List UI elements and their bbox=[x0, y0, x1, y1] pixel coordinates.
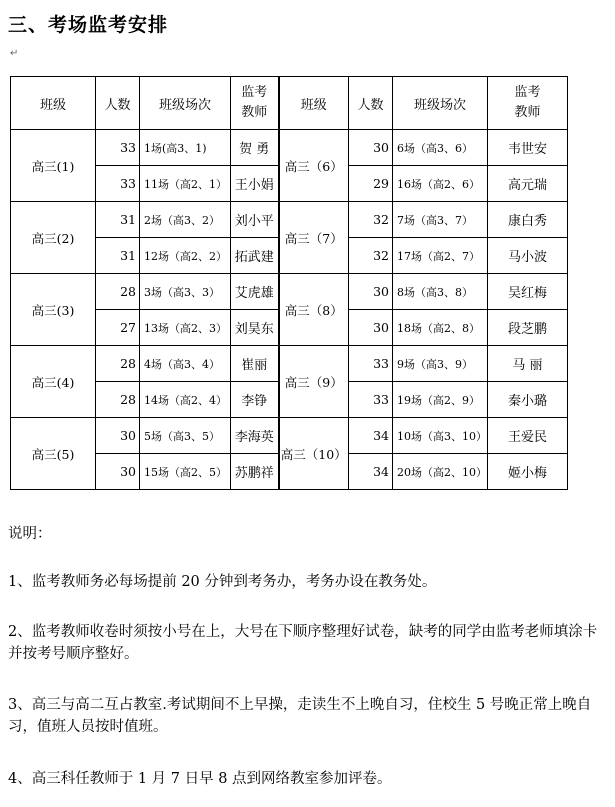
exam-room-cell: 2场（高3、2） bbox=[140, 202, 231, 238]
student-count-cell: 31 bbox=[96, 238, 140, 274]
proctor-cell: 吴红梅 bbox=[488, 274, 568, 310]
note-item: 3、高三与高二互占教室.考试期间不上早操，走读生不上晚自习，住校生 5 号晚正常上晚自习，值班人员按时值班。 bbox=[8, 697, 592, 735]
student-count-cell: 33 bbox=[349, 346, 393, 382]
proctor-cell: 秦小璐 bbox=[488, 382, 568, 418]
proctor-cell: 王爱民 bbox=[488, 418, 568, 454]
proctor-cell: 马小波 bbox=[488, 238, 568, 274]
student-count-cell: 34 bbox=[349, 454, 393, 490]
header-cell: 监考教师 bbox=[231, 77, 279, 130]
student-count-cell: 31 bbox=[96, 202, 140, 238]
paragraph-mark: ↵ bbox=[10, 48, 19, 59]
exam-room-cell: 16场（高2、6） bbox=[393, 166, 488, 202]
student-count-cell: 30 bbox=[349, 274, 393, 310]
student-count-cell: 30 bbox=[96, 454, 140, 490]
exam-room-cell: 17场（高2、7） bbox=[393, 238, 488, 274]
table-row bbox=[11, 346, 568, 382]
table-row bbox=[11, 418, 568, 454]
table-row bbox=[11, 202, 568, 238]
student-count-cell: 32 bbox=[349, 202, 393, 238]
exam-room-cell: 9场（高3、9） bbox=[393, 346, 488, 382]
proctor-cell: 康白秀 bbox=[488, 202, 568, 238]
student-count-cell: 30 bbox=[349, 310, 393, 346]
exam-room-cell: 6场（高3、6） bbox=[393, 130, 488, 166]
student-count-cell: 33 bbox=[349, 382, 393, 418]
header-cell: 班级 bbox=[279, 77, 349, 130]
proctor-cell: 刘昊东 bbox=[231, 310, 279, 346]
class-name-cell: 高三（9） bbox=[279, 346, 349, 418]
proctor-cell: 段芝鹏 bbox=[488, 310, 568, 346]
exam-schedule-table bbox=[10, 76, 568, 490]
student-count-cell: 28 bbox=[96, 346, 140, 382]
proctor-cell: 贺 勇 bbox=[231, 130, 279, 166]
proctor-cell: 李海英 bbox=[231, 418, 279, 454]
exam-room-cell: 18场（高2、8） bbox=[393, 310, 488, 346]
exam-room-cell: 10场（高3、10） bbox=[393, 418, 488, 454]
exam-room-cell: 7场（高3、7） bbox=[393, 202, 488, 238]
notes-title: 说明： bbox=[8, 526, 52, 542]
exam-room-cell: 14场（高2、4） bbox=[140, 382, 231, 418]
header-cell: 监考教师 bbox=[488, 77, 568, 130]
student-count-cell: 29 bbox=[349, 166, 393, 202]
header-cell: 班级 bbox=[11, 77, 96, 130]
class-name-cell: 高三(5) bbox=[11, 418, 96, 490]
student-count-cell: 32 bbox=[349, 238, 393, 274]
student-count-cell: 34 bbox=[349, 418, 393, 454]
class-name-cell: 高三(1) bbox=[11, 130, 96, 202]
exam-room-cell: 3场（高3、3） bbox=[140, 274, 231, 310]
class-name-cell: 高三(2) bbox=[11, 202, 96, 274]
table-row bbox=[11, 130, 568, 166]
class-name-cell: 高三（6） bbox=[279, 130, 349, 202]
proctor-cell: 李铮 bbox=[231, 382, 279, 418]
student-count-cell: 30 bbox=[349, 130, 393, 166]
proctor-cell: 刘小平 bbox=[231, 202, 279, 238]
exam-room-cell: 13场（高2、3） bbox=[140, 310, 231, 346]
note-item: 1、监考教师务必每场提前 20 分钟到考务办，考务办设在教务处。 bbox=[8, 574, 437, 590]
exam-room-cell: 5场（高3、5） bbox=[140, 418, 231, 454]
exam-room-cell: 15场（高2、5） bbox=[140, 454, 231, 490]
class-name-cell: 高三（7） bbox=[279, 202, 349, 274]
exam-room-cell: 20场（高2、10） bbox=[393, 454, 488, 490]
exam-room-cell: 4场（高3、4） bbox=[140, 346, 231, 382]
exam-room-cell: 8场（高3、8） bbox=[393, 274, 488, 310]
table-header-row bbox=[11, 77, 568, 130]
note-item: 4、高三科任教师于 1 月 7 日早 8 点到网络教室参加评卷。 bbox=[8, 771, 392, 787]
header-cell: 班级场次 bbox=[393, 77, 488, 130]
proctor-cell: 马 丽 bbox=[488, 346, 568, 382]
exam-room-cell: 11场（高2、1） bbox=[140, 166, 231, 202]
student-count-cell: 33 bbox=[96, 130, 140, 166]
class-name-cell: 高三(4) bbox=[11, 346, 96, 418]
proctor-cell: 苏鹏祥 bbox=[231, 454, 279, 490]
proctor-cell: 崔丽 bbox=[231, 346, 279, 382]
table-body bbox=[11, 77, 568, 490]
student-count-cell: 30 bbox=[96, 418, 140, 454]
note-item: 2、监考教师收卷时须按小号在上，大号在下顺序整理好试卷，缺考的同学由监考老师填涂卡并按考号顺序整好。 bbox=[8, 624, 598, 662]
class-name-cell: 高三（8） bbox=[279, 274, 349, 346]
exam-room-cell: 1场(高3、1) bbox=[140, 130, 231, 166]
class-name-cell: 高三（10） bbox=[279, 418, 349, 490]
header-cell: 人数 bbox=[349, 77, 393, 130]
student-count-cell: 28 bbox=[96, 274, 140, 310]
student-count-cell: 33 bbox=[96, 166, 140, 202]
class-name-cell: 高三(3) bbox=[11, 274, 96, 346]
proctor-cell: 艾虎雄 bbox=[231, 274, 279, 310]
proctor-cell: 姬小梅 bbox=[488, 454, 568, 490]
header-cell: 人数 bbox=[96, 77, 140, 130]
proctor-cell: 高元瑞 bbox=[488, 166, 568, 202]
student-count-cell: 28 bbox=[96, 382, 140, 418]
proctor-cell: 韦世安 bbox=[488, 130, 568, 166]
exam-room-cell: 19场（高2、9） bbox=[393, 382, 488, 418]
exam-room-cell: 12场（高2、2） bbox=[140, 238, 231, 274]
proctor-cell: 王小娟 bbox=[231, 166, 279, 202]
section-heading: 三、考场监考安排 bbox=[8, 14, 169, 36]
student-count-cell: 27 bbox=[96, 310, 140, 346]
table-row bbox=[11, 274, 568, 310]
header-cell: 班级场次 bbox=[140, 77, 231, 130]
proctor-cell: 拓武建 bbox=[231, 238, 279, 274]
